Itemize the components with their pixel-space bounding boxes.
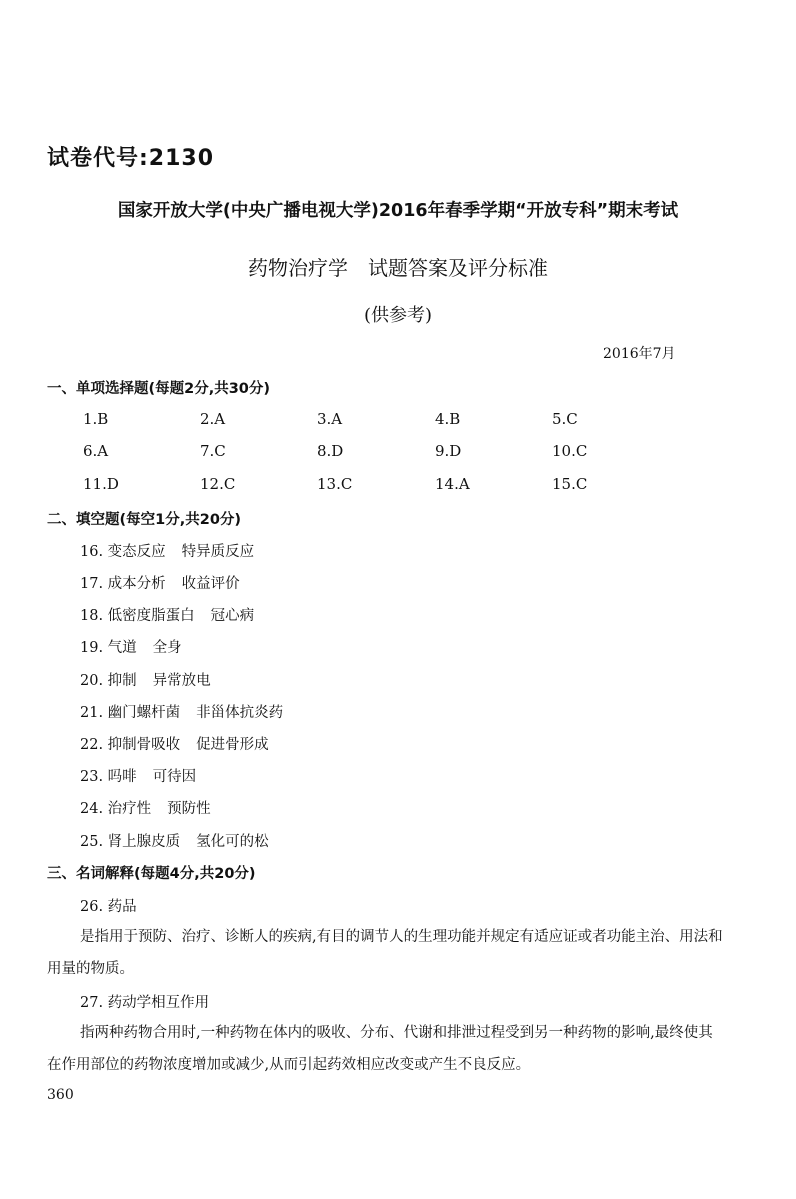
exam-date: 2016年7月 (603, 346, 676, 362)
fill-blank-item: 25. 肾上腺皮质 氢化可的松 (80, 834, 269, 850)
section2-heading: 二、填空题(每空1分,共20分) (47, 512, 242, 528)
fill-blank-item: 19. 气道 全身 (80, 640, 182, 656)
term-title: 26. 药品 (80, 899, 137, 915)
fill-blank-item: 21. 幽门螺杆菌 非甾体抗炎药 (80, 705, 284, 721)
mc-answer: 7.C (200, 442, 226, 460)
fill-blank-item: 18. 低密度脂蛋白 冠心病 (80, 608, 255, 624)
mc-answer: 11.D (83, 475, 119, 493)
fill-blank-item: 17. 成本分析 收益评价 (80, 576, 240, 592)
mc-answer: 8.D (317, 442, 344, 460)
fill-blank-item: 16. 变态反应 特异质反应 (80, 544, 255, 560)
subject-title: 药物治疗学 试题答案及评分标准 (248, 256, 548, 280)
term-title: 27. 药动学相互作用 (80, 995, 210, 1011)
paper-code: 试卷代号:2130 (47, 146, 215, 171)
mc-answer: 5.C (552, 410, 578, 428)
exam-title: 国家开放大学(中央广播电视大学)2016年春季学期“开放专科”期末考试 (117, 201, 679, 221)
mc-answer: 1.B (83, 410, 109, 428)
term-definition: 指两种药物合用时,一种药物在体内的吸收、分布、代谢和排泄过程受到另一种药物的影响,最终使其在作用部位的药物浓度增加或减少,从而引起药效相应改变或产生不良反应。 (47, 1025, 713, 1073)
mc-answer: 10.C (552, 442, 588, 460)
mc-answer: 4.B (435, 410, 461, 428)
mc-answer: 14.A (435, 475, 470, 493)
mc-answer: 9.D (435, 442, 462, 460)
reference-note: (供参考) (363, 305, 433, 326)
mc-answer: 13.C (317, 475, 353, 493)
fill-blank-item: 20. 抑制 异常放电 (80, 673, 211, 689)
fill-blank-item: 22. 抑制骨吸收 促进骨形成 (80, 737, 269, 753)
mc-answer: 2.A (200, 410, 226, 428)
mc-answer: 6.A (83, 442, 109, 460)
page-number: 360 (47, 1087, 74, 1103)
mc-answer: 3.A (317, 410, 343, 428)
section3-heading: 三、名词解释(每题4分,共20分) (47, 866, 256, 882)
fill-blank-item: 23. 吗啡 可待因 (80, 769, 197, 785)
fill-blank-item: 24. 治疗性 预防性 (80, 801, 211, 817)
mc-answer: 12.C (200, 475, 236, 493)
section1-heading: 一、单项选择题(每题2分,共30分) (47, 381, 271, 397)
term-definition: 是指用于预防、治疗、诊断人的疾病,有目的调节人的生理功能并规定有适应证或者功能主治、用法和用量的物质。 (47, 929, 723, 977)
mc-answer: 15.C (552, 475, 588, 493)
